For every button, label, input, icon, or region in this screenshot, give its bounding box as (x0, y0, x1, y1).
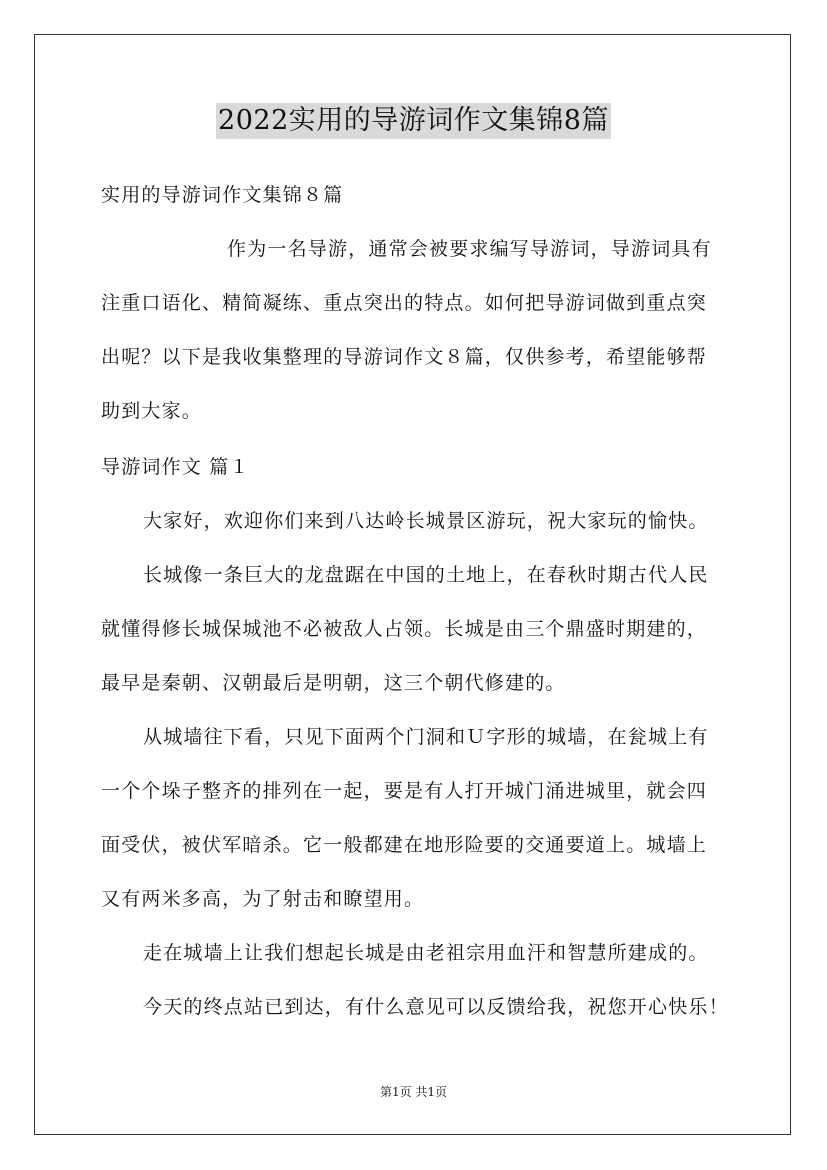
paragraph-line: 走在城墙上让我们想起长城是由老祖宗用血汗和智慧所建成的。 (143, 942, 709, 964)
paragraph-line: 就懂得修长城保城池不必被敌人占领。长城是由三个鼎盛时期建的， (101, 618, 708, 640)
section-heading: 导游词作文 篇１ (101, 456, 250, 478)
title-container (0, 103, 827, 139)
paragraph-line: 一个个垛子整齐的排列在一起，要是有人打开城门涌进城里，就会四 (101, 780, 708, 802)
paragraph-line: 最早是秦朝、汉朝最后是明朝，这三个朝代修建的。 (101, 672, 566, 694)
paragraph-line: 又有两米多高，为了射击和瞭望用。 (101, 888, 425, 910)
paragraph-line: 大家好，欢迎你们来到八达岭长城景区游玩，祝大家玩的愉快。 (143, 510, 709, 532)
paragraph-line: 助到大家。 (101, 400, 203, 422)
page-footer: 第1页 共1页 (379, 1085, 448, 1099)
paragraph-line: 注重口语化、精简凝练、重点突出的特点。如何把导游词做到重点突 (101, 292, 708, 314)
paragraph-line: 面受伏，被伏军暗杀。它一般都建在地形险要的交通要道上。城墙上 (101, 834, 708, 856)
paragraph-line: 出呢？以下是我收集整理的导游词作文８篇，仅供参考，希望能够帮 (101, 346, 708, 368)
paragraph-line: 长城像一条巨大的龙盘踞在中国的土地上，在春秋时期古代人民 (143, 564, 709, 586)
document-subtitle: 实用的导游词作文集锦８篇 (101, 184, 344, 206)
paragraph-line: 今天的终点站已到达，有什么意见可以反馈给我，祝您开心快乐！ (143, 996, 729, 1018)
paragraph-line: 作为一名导游，通常会被要求编写导游词，导游词具有 (227, 238, 712, 260)
document-title: 2022实用的导游词作文集锦8篇 (216, 103, 611, 139)
paragraph-line: 从城墙往下看，只见下面两个门洞和Ｕ字形的城墙，在瓮城上有 (143, 726, 709, 748)
